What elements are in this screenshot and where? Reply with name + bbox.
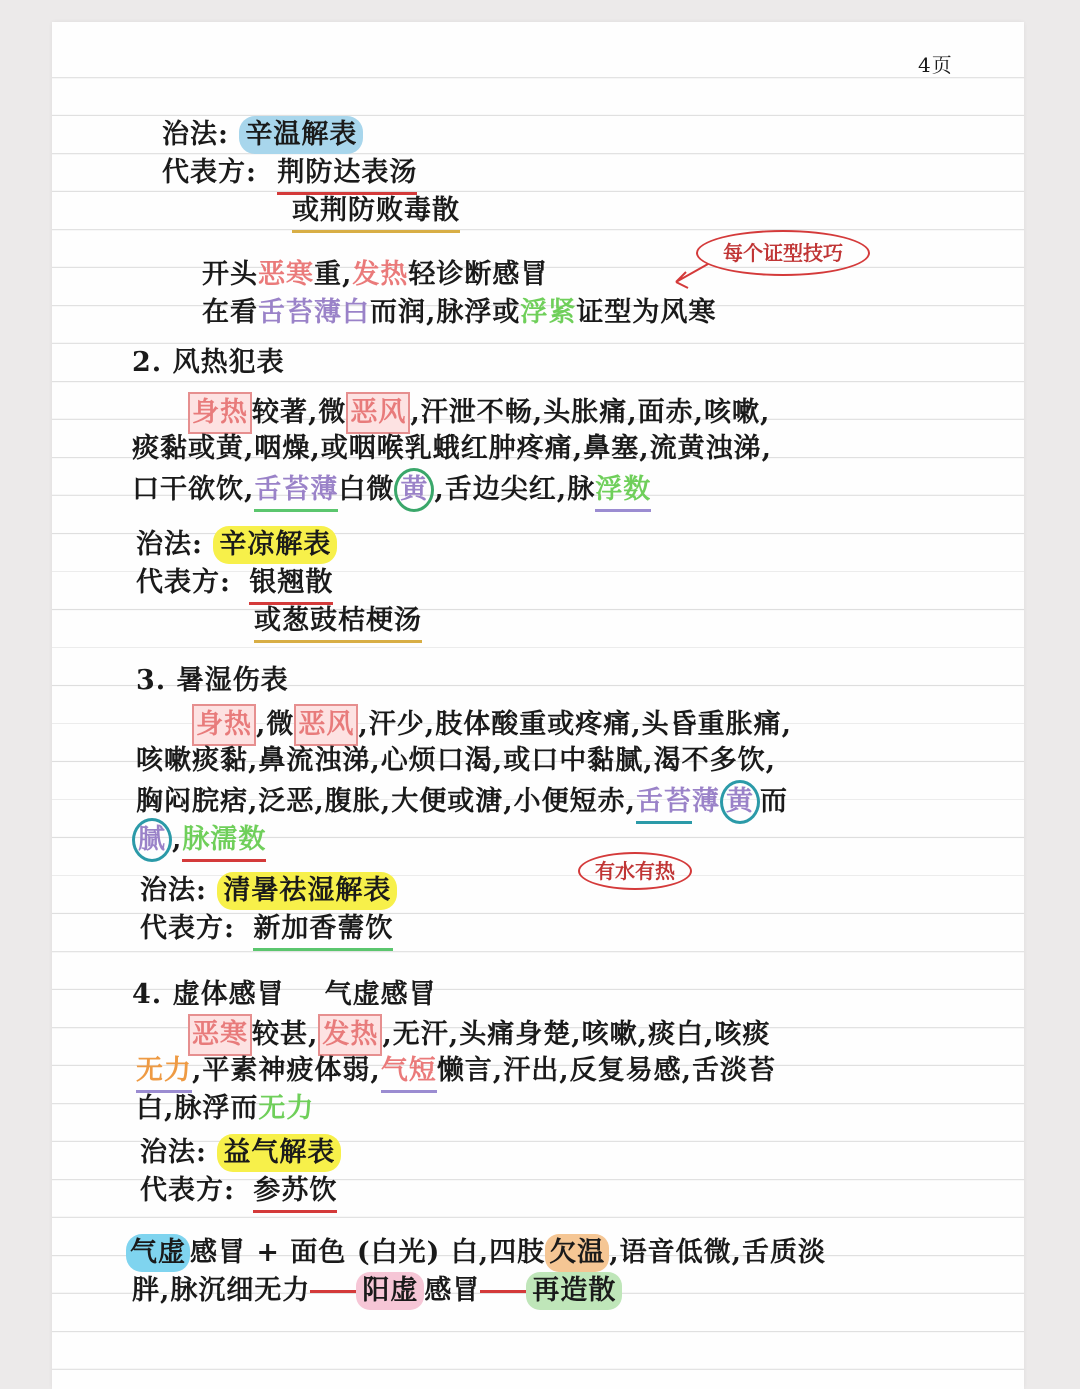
page-number: 4页 [918, 53, 953, 77]
note-text: 在看 [202, 297, 258, 328]
section2-line3 [132, 468, 651, 506]
daibiao-alt-2 [254, 602, 422, 640]
body-text: 感冒 [424, 1275, 481, 1306]
section4-heading [132, 976, 437, 1014]
keyword: 浮数 [595, 471, 651, 512]
daibiao-value: 参苏饮 [253, 1172, 337, 1213]
boxed-keyword: 恶寒 [188, 1014, 252, 1056]
boxed-keyword: 恶风 [294, 704, 358, 746]
note-text: 轻诊断感冒 [408, 259, 549, 290]
zhifa-label: 治法: [140, 1137, 207, 1168]
zhifa-label: 治法: [140, 875, 207, 906]
daibiao-row-4 [140, 1172, 337, 1210]
note-keyword: 舌苔薄白 [258, 297, 370, 328]
body-text: 较著,微 [252, 397, 347, 428]
keyword: 再造散 [526, 1272, 622, 1310]
zhifa-label: 治法: [136, 529, 203, 560]
body-text: 白,脉浮而 [136, 1093, 259, 1124]
section3-heading: 3. 暑湿伤表 [136, 665, 289, 696]
daibiao-row-1 [162, 154, 417, 192]
connector-line [310, 1290, 356, 1293]
footer-line2 [132, 1272, 622, 1310]
keyword: 气虚 [126, 1234, 190, 1272]
section4-line2 [136, 1052, 776, 1090]
circled-keyword: 黄 [394, 468, 434, 512]
keyword: 脉濡数 [182, 821, 266, 862]
daibiao-alt-1 [292, 192, 460, 230]
note-keyword: 恶寒 [258, 259, 314, 290]
daibiao-row-3 [140, 910, 393, 948]
keyword: 舌苔 [636, 783, 692, 824]
body-text: 口干欲饮, [132, 474, 255, 505]
body-text: ,微 [256, 709, 295, 740]
keyword: 舌苔薄 [254, 471, 338, 512]
boxed-keyword: 身热 [188, 392, 252, 434]
connector-line [480, 1290, 526, 1293]
section2-line2: 痰黏或黄,咽燥,或咽喉乳蛾红肿疼痛,鼻塞,流黄浊涕, [132, 433, 772, 464]
zhifa-value: 辛凉解表 [213, 526, 337, 564]
zhifa-row-2 [136, 526, 337, 564]
note1-line2 [202, 294, 716, 332]
boxed-keyword: 身热 [192, 704, 256, 746]
body-text: ,语音低微,舌质淡 [609, 1237, 826, 1268]
boxed-keyword: 恶风 [346, 392, 410, 434]
zhifa-value: 辛温解表 [239, 116, 363, 154]
keyword: 薄 [692, 786, 720, 817]
body-text: 较甚, [252, 1019, 319, 1050]
daibiao-alt: 或荆防败毒散 [292, 192, 460, 233]
zhifa-value: 益气解表 [217, 1134, 341, 1172]
note-text: 证型为风寒 [576, 297, 717, 328]
boxed-keyword: 发热 [318, 1014, 382, 1056]
section2-line1 [188, 392, 770, 430]
daibiao-label: 代表方: [162, 157, 257, 188]
section-heading: 4. 虚体感冒 [132, 979, 285, 1010]
note-text: 而润,脉浮或 [370, 297, 521, 328]
note-keyword: 浮紧 [520, 297, 577, 328]
note-text: 重, [314, 259, 353, 290]
keyword: 气短 [381, 1052, 437, 1093]
zhifa-value: 清暑祛湿解表 [217, 872, 397, 910]
zhifa-row-3 [140, 872, 397, 910]
tip-bubble: 有水有热 [578, 852, 692, 890]
zhifa-row-4 [140, 1134, 341, 1172]
section3-line4 [132, 818, 266, 856]
body-text: 胸闷脘痞,泛恶,腹胀,大便或溏,小便短赤, [136, 786, 636, 817]
keyword: 阳虚 [356, 1272, 424, 1310]
body-text: 而 [760, 786, 788, 817]
body-text: ,汗少,肢体酸重或疼痛,头昏重胀痛, [358, 709, 793, 740]
section2-heading: 2. 风热犯表 [132, 347, 285, 378]
zhifa-label: 治法: [162, 119, 229, 150]
body-text: , [172, 824, 183, 855]
tip-bubble: 每个证型技巧 [696, 230, 870, 276]
section3-line1 [192, 704, 792, 742]
daibiao-row-2 [136, 564, 333, 602]
body-text: ,汗泄不畅,头胀痛,面赤,咳嗽, [410, 397, 771, 428]
daibiao-label: 代表方: [140, 1175, 235, 1206]
body-text: 感冒 + 面色 (白光) 白,四肢 [190, 1237, 546, 1268]
note-keyword: 发热 [352, 259, 409, 290]
body-text: ,无汗,头痛身楚,咳嗽,痰白,咳痰 [382, 1019, 771, 1050]
daibiao-value: 银翘散 [249, 564, 333, 605]
section-subheading: 气虚感冒 [324, 979, 437, 1010]
body-text: 胖,脉沉细无力 [132, 1275, 311, 1306]
body-text: ,平素神疲体弱, [192, 1055, 381, 1086]
note1-line1 [202, 256, 548, 294]
keyword: 无力 [136, 1052, 192, 1093]
daibiao-alt: 或葱豉桔梗汤 [254, 602, 422, 643]
keyword: 无力 [258, 1093, 315, 1124]
keyword: 欠温 [545, 1234, 609, 1272]
section4-line3 [136, 1090, 314, 1128]
note-text: 开头 [202, 259, 258, 290]
body-text: 懒言,汗出,反复易感,舌淡苔 [436, 1055, 777, 1086]
footer-line1 [126, 1234, 826, 1272]
daibiao-value: 荆防达表汤 [277, 154, 417, 195]
circled-keyword: 黄 [720, 780, 760, 824]
daibiao-label: 代表方: [140, 913, 235, 944]
section4-line1 [188, 1014, 770, 1052]
section3-line2: 咳嗽痰黏,鼻流浊涕,心烦口渴,或口中黏腻,渴不多饮, [136, 745, 776, 776]
circled-keyword: 腻 [132, 818, 172, 862]
zhifa-row-1 [162, 116, 363, 154]
body-text: 白微 [338, 474, 395, 505]
section3-line3 [136, 780, 788, 818]
daibiao-label: 代表方: [136, 567, 231, 598]
daibiao-value: 新加香薷饮 [253, 910, 393, 951]
notebook-page [52, 22, 1024, 1389]
body-text: ,舌边尖红,脉 [434, 474, 596, 505]
arrow-icon [670, 260, 710, 296]
